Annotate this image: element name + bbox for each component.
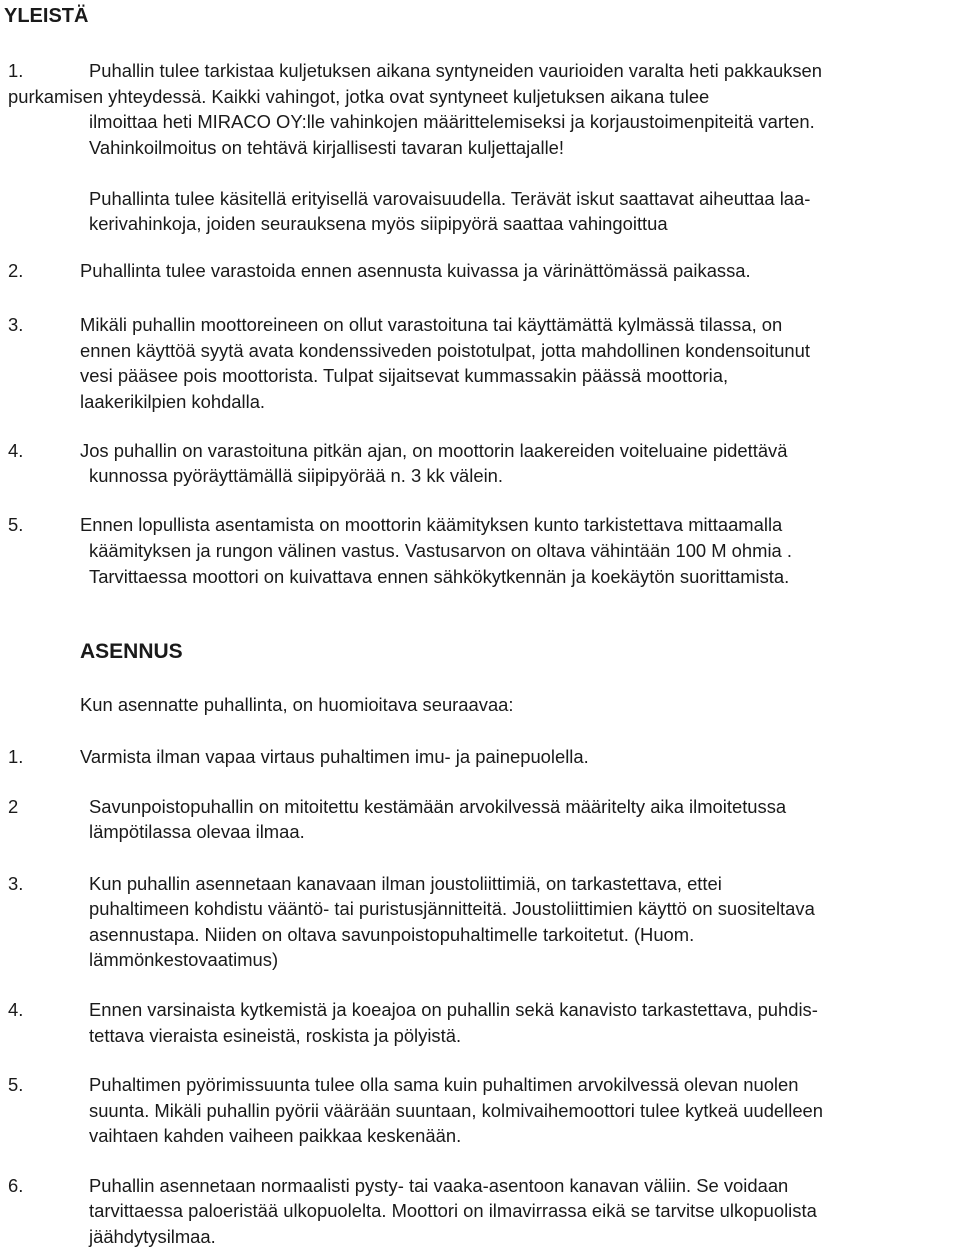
install-item-6-line: Puhallin asennetaan normaalisti pysty- tai vaaka-asentoon kanavan väliin. Se voidaan — [89, 1175, 789, 1196]
general-item-4-line: Jos puhallin on varastoituna pitkän ajan, on moottorin laakereiden voiteluaine pidettävä — [80, 440, 788, 461]
install-item-2-line: Savunpoistopuhallin on mitoitettu kestämään arvokilvessä määritelty aika ilmoitetussa — [89, 796, 787, 817]
heading-install: ASENNUS — [80, 640, 183, 663]
general-item-5-line: Ennen lopullista asentamista on moottorin käämityksen kunto tarkistettava mittaamalla — [80, 514, 783, 535]
install-item-5-line: Puhaltimen pyörimissuunta tulee olla sama kuin puhaltimen arvokilvessä olevan nuolen — [89, 1074, 799, 1095]
install-item-6-line: jäähdytysilmaa. — [89, 1226, 216, 1247]
install-item-5-line: vaihtaen kahden vaiheen paikkaa keskenään. — [89, 1125, 462, 1146]
install-item-3-line: Kun puhallin asennetaan kanavaan ilman joustoliittimiä, on tarkastettava, ettei — [89, 873, 722, 894]
install-item-1-number: 1. — [8, 746, 24, 767]
general-item-2-number: 2. — [8, 260, 24, 281]
general-item-1-line: purkamisen yhteydessä. Kaikki vahingot, jotka ovat syntyneet kuljetuksen aikana tulee — [8, 86, 710, 107]
install-item-3-line: asennustapa. Niiden on oltava savunpoistopuhaltimelle tarkoitetut. (Huom. — [89, 924, 695, 945]
install-intro: Kun asennatte puhallinta, on huomioitava seuraavaa: — [80, 694, 514, 715]
general-item-5-line: Tarvittaessa moottori on kuivattava ennen sähkökytkennän ja koekäytön suorittamista. — [89, 566, 790, 587]
install-item-2-line: lämpötilassa olevaa ilmaa. — [89, 821, 305, 842]
general-item-3-number: 3. — [8, 314, 24, 335]
general-item-3-line: vesi pääsee pois moottorista. Tulpat sijaitsevat kummassakin päässä moottoria, — [80, 365, 729, 386]
general-item-5-number: 5. — [8, 514, 24, 535]
install-item-1-line: Varmista ilman vapaa virtaus puhaltimen imu- ja painepuolella. — [80, 746, 589, 767]
general-item-1-line: Vahinkoilmoitus on tehtävä kirjallisesti tavaran kuljettajalle! — [89, 137, 564, 158]
general-item-4-line: kunnossa pyöräyttämällä siipipyörää n. 3 kk välein. — [89, 465, 504, 486]
install-item-6-line: tarvittaessa paloeristää ulkopuolelta. Moottori on ilmavirrassa eikä se tarvitse ulkopuolista — [89, 1200, 817, 1221]
install-item-4-line: Ennen varsinaista kytkemistä ja koeajoa on puhallin sekä kanavisto tarkastettava, puhdis- — [89, 999, 818, 1020]
general-item-4-number: 4. — [8, 440, 24, 461]
install-item-4-line: tettava vieraista esineistä, roskista ja pölyistä. — [89, 1025, 462, 1046]
heading-general: YLEISTÄ — [4, 5, 89, 27]
install-item-3-number: 3. — [8, 873, 24, 894]
general-item-3-line: laakerikilpien kohdalla. — [80, 391, 266, 412]
install-item-5-line: suunta. Mikäli puhallin pyörii väärään suuntaan, kolmivaihemoottori tulee kytkeä uudelleen — [89, 1100, 824, 1121]
install-item-3-line: puhaltimeen kohdistu vääntö- tai puristusjännitteitä. Joustoliittimien käyttö on suositeltava — [89, 898, 815, 919]
general-paragraph-line: kerivahinkoja, joiden seurauksena myös siipipyörä saattaa vahingoittua — [89, 213, 668, 234]
general-item-2-line: Puhallinta tulee varastoida ennen asennusta kuivassa ja värinättömässä paikassa. — [80, 260, 751, 281]
general-paragraph-line: Puhallinta tulee käsitellä erityisellä varovaisuudella. Terävät iskut saattavat aiheuttaa laa- — [89, 188, 811, 209]
install-item-3-line: lämmönkestovaatimus) — [89, 949, 279, 970]
general-item-1-line: ilmoittaa heti MIRACO OY:lle vahinkojen määrittelemiseksi ja korjaustoimenpiteitä varten. — [89, 111, 815, 132]
general-item-5-line: käämityksen ja rungon välinen vastus. Vastusarvon on oltava vähintään 100 M ohmia . — [89, 540, 792, 561]
install-item-4-number: 4. — [8, 999, 24, 1020]
install-item-2-number: 2 — [8, 796, 19, 817]
general-item-1-line: Puhallin tulee tarkistaa kuljetuksen aikana syntyneiden vaurioiden varalta heti pakkauksen — [89, 60, 823, 81]
general-item-1-number: 1. — [8, 60, 24, 81]
install-item-6-number: 6. — [8, 1175, 24, 1196]
general-item-3-line: ennen käyttöä syytä avata kondenssiveden poistotulpat, jotta mahdollinen kondensoitunut — [80, 340, 810, 361]
install-item-5-number: 5. — [8, 1074, 24, 1095]
general-item-3-line: Mikäli puhallin moottoreineen on ollut varastoituna tai käyttämättä kylmässä tilassa, on — [80, 314, 783, 335]
